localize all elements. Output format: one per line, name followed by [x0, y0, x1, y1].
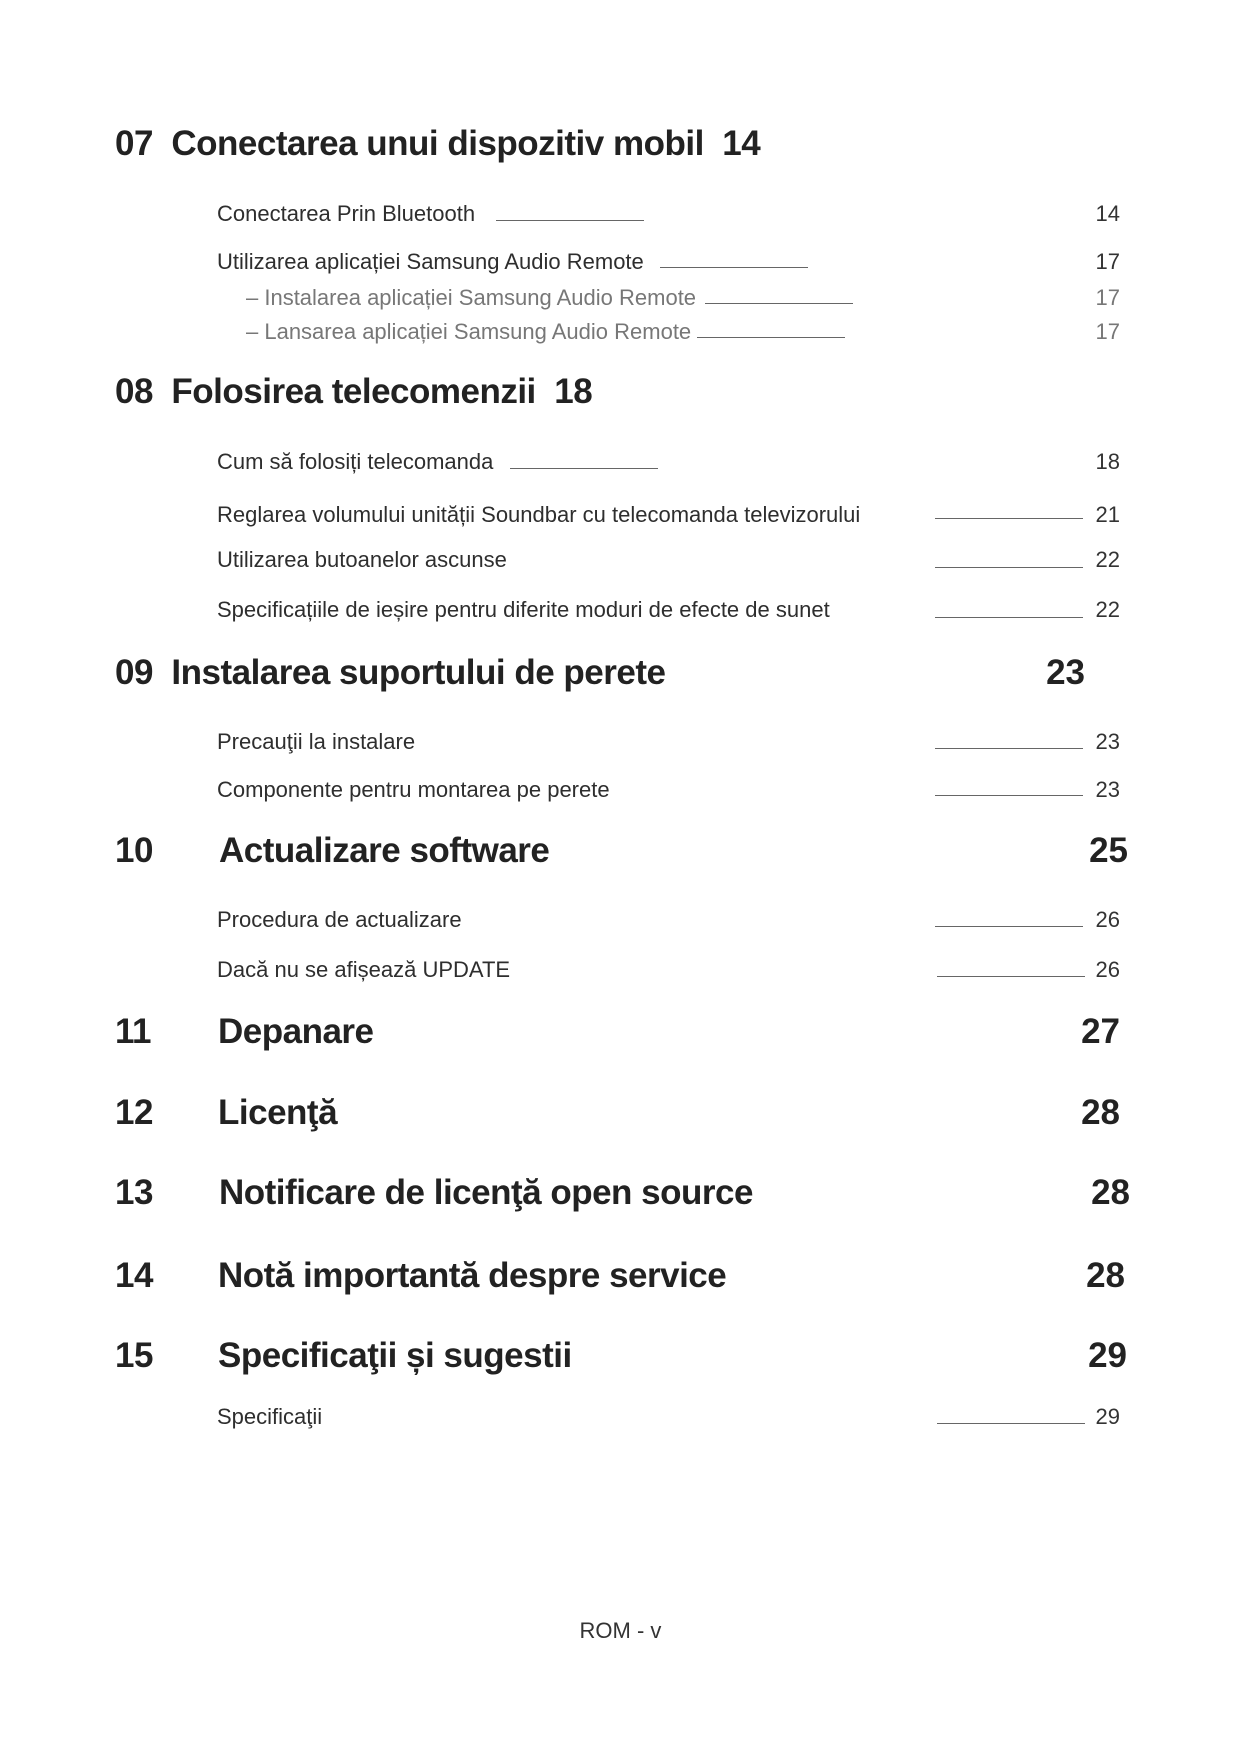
toc-entry-page: 23 — [1095, 777, 1120, 802]
section-title[interactable]: Licenţă — [218, 1093, 338, 1132]
toc-entry-label[interactable]: Dacă nu se afișează UPDATE — [217, 957, 511, 982]
toc-entry-page: 17 — [1095, 249, 1120, 274]
section-page: 28 — [1086, 1256, 1125, 1295]
leader-line — [510, 468, 658, 469]
toc-entry-label[interactable]: Specificaţii — [217, 1404, 323, 1429]
toc-entry-label[interactable]: Utilizarea aplicației Samsung Audio Remote — [217, 249, 644, 274]
toc-entry-page: 22 — [1095, 547, 1120, 572]
section-title: Conectarea unui dispozitiv mobil — [171, 124, 704, 163]
section-number: 14 — [115, 1256, 153, 1295]
section-page: 14 — [722, 124, 761, 163]
section-number: 07 — [115, 124, 153, 163]
toc-entry-label[interactable]: Cum să folosiți telecomanda — [217, 449, 494, 474]
section-09-heading[interactable] — [115, 653, 665, 693]
section-page: 28 — [1081, 1093, 1120, 1132]
section-number: 13 — [115, 1173, 153, 1212]
section-07-heading[interactable] — [115, 124, 760, 164]
leader-line — [697, 337, 845, 338]
page-footer: ROM - v — [579, 1618, 662, 1643]
toc-entry-page: 14 — [1095, 201, 1120, 226]
toc-subentry-label[interactable]: – Lansarea aplicației Samsung Audio Remote — [246, 319, 692, 344]
section-page: 27 — [1081, 1012, 1120, 1051]
section-title[interactable]: Specificaţii și sugestii — [218, 1336, 572, 1375]
toc-entry-label[interactable]: Specificațiile de ieșire pentru diferite moduri de efecte de sunet — [217, 597, 830, 622]
section-page: 29 — [1088, 1336, 1127, 1375]
leader-line — [705, 303, 853, 304]
toc-entry-page: 26 — [1095, 957, 1120, 982]
toc-entry-label[interactable]: Componente pentru montarea pe perete — [217, 777, 610, 802]
section-number: 09 — [115, 653, 153, 692]
section-title[interactable]: Actualizare software — [219, 831, 550, 870]
toc-entry-page: 22 — [1095, 597, 1120, 622]
toc-entry-page: 23 — [1095, 729, 1120, 754]
section-number: 11 — [115, 1012, 151, 1051]
section-number: 08 — [115, 372, 153, 411]
toc-entry-page: 29 — [1095, 1404, 1120, 1429]
section-page: 23 — [1046, 653, 1085, 692]
toc-entry-page: 26 — [1095, 907, 1120, 932]
section-title[interactable]: Notificare de licenţă open source — [219, 1173, 753, 1212]
toc-entry-page: 21 — [1095, 502, 1120, 527]
section-number: 15 — [115, 1336, 153, 1375]
toc-entry-label[interactable]: Utilizarea butoanelor ascunse — [217, 547, 507, 572]
toc-entry-page: 18 — [1095, 449, 1120, 474]
toc-entry-page: 17 — [1095, 285, 1120, 310]
section-title: Folosirea telecomenzii — [171, 372, 536, 411]
section-title[interactable]: Notă importantă despre service — [218, 1256, 727, 1295]
section-page: 25 — [1089, 831, 1128, 870]
leader-line — [660, 267, 808, 268]
section-number: 10 — [115, 831, 153, 870]
section-08-heading[interactable] — [115, 372, 592, 412]
section-title: Instalarea suportului de perete — [171, 653, 666, 692]
toc-entry-label[interactable]: Procedura de actualizare — [217, 907, 462, 932]
section-number: 12 — [115, 1093, 153, 1132]
section-page: 28 — [1091, 1173, 1130, 1212]
section-page: 18 — [554, 372, 593, 411]
toc-entry-label[interactable]: Conectarea Prin Bluetooth — [217, 201, 476, 226]
toc-entry-label[interactable]: Precauţii la instalare — [217, 729, 416, 754]
leader-line — [496, 220, 644, 221]
toc-subentry-label[interactable]: – Instalarea aplicației Samsung Audio Remote — [246, 285, 697, 310]
toc-entry-label[interactable]: Reglarea volumului unității Soundbar cu telecomanda televizorului — [217, 502, 861, 527]
section-title[interactable]: Depanare — [218, 1012, 374, 1051]
toc-entry-page: 17 — [1095, 319, 1120, 344]
